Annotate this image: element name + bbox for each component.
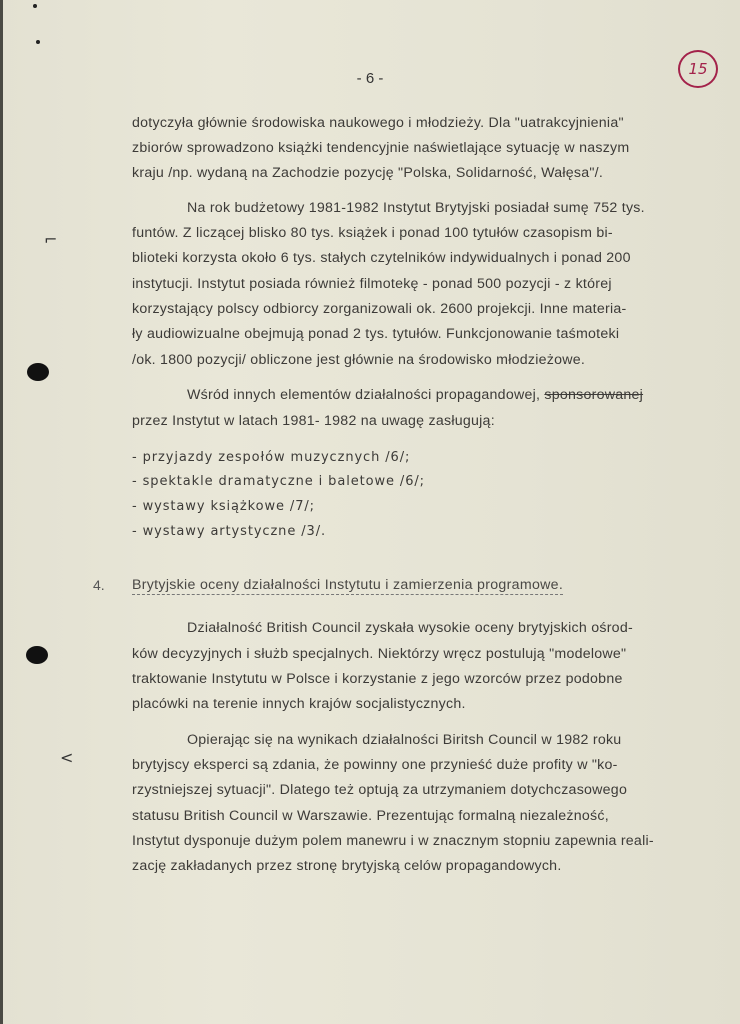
section-title: Brytyjskie oceny działalności Instytutu i zamierzenia programowe. — [132, 577, 564, 593]
text-line: Instytut dysponuje dużym polem manewru i w znacznym stopniu zapewnia reali- — [132, 833, 654, 849]
punch-hole — [27, 363, 49, 381]
text-segment: Wśród innych elementów działalności propagandowej, — [187, 387, 545, 403]
list-item: - wystawy artystyczne /3/. — [132, 524, 327, 539]
list-item: - przyjazdy zespołów muzycznych /6/; — [132, 450, 411, 465]
struck-text: sponsorowanej — [544, 387, 644, 403]
text-line: zbiorów sprowadzono książki tendencyjnie naświetlające sytuację w naszym — [132, 140, 630, 156]
text-line: kraju /np. wydaną na Zachodzie pozycję "Polska, Solidarność, Wałęsa"/. — [132, 165, 604, 181]
text-line: ków decyzyjnych i służb specjalnych. Niektórzy wręcz postulują "modelowe" — [132, 646, 627, 662]
archive-stamp-number: 15 — [688, 60, 708, 78]
text-line: brytyjscy eksperci są zdania, że powinny one przynieść duże profity w "ko- — [132, 757, 618, 773]
margin-speck — [36, 40, 40, 44]
text-line: dotyczyła głównie środowiska naukowego i młodzieży. Dla "uatrakcyjnienia" — [132, 115, 624, 131]
text-line: /ok. 1800 pozycji/ obliczone jest głównie na środowisko młodzieżowe. — [132, 352, 586, 368]
text-line — [187, 387, 643, 403]
page-number: - 6 - — [356, 70, 384, 87]
text-line: blioteki korzysta około 6 tys. stałych czytelników indywidualnych i ponad 200 — [132, 250, 631, 266]
text-line: statusu British Council w Warszawie. Prezentując formalną niezależność, — [132, 808, 609, 824]
text-line: placówki na terenie innych krajów socjalistycznych. — [132, 696, 466, 712]
text-line: Na rok budżetowy 1981-1982 Instytut Brytyjski posiadał sumę 752 tys. — [187, 200, 645, 216]
page-edge-shadow — [0, 0, 3, 1024]
text-line: rzystniejszej sytuacji". Dlatego też optują za utrzymaniem dotychczasowego — [132, 782, 628, 798]
text-line: przez Instytut w latach 1981- 1982 na uwagę zasługują: — [132, 413, 495, 429]
list-item: - spektakle dramatyczne i baletowe /6/; — [132, 474, 425, 489]
text-line: traktowanie Instytutu w Polsce i korzystanie z jego wzorców przez podobne — [132, 671, 623, 687]
text-line: Opierając się na wynikach działalności Biritsh Council w 1982 roku — [187, 732, 622, 748]
text-line: ły audiowizualne obejmują ponad 2 tys. tytułów. Funkcjonowanie taśmoteki — [132, 326, 620, 342]
margin-speck — [33, 4, 37, 8]
list-item: - wystawy książkowe /7/; — [132, 499, 315, 514]
text-line: zację zakładanych przez stronę brytyjską celów propagandowych. — [132, 858, 562, 874]
pencil-margin-mark: < — [60, 748, 74, 767]
pencil-check-mark: ⌐ — [44, 230, 58, 249]
archive-stamp — [678, 50, 718, 88]
punch-hole — [26, 646, 48, 664]
text-line: korzystający polscy odbiorcy zorganizowali ok. 2600 projekcji. Inne materia- — [132, 301, 627, 317]
text-line: funtów. Z liczącej blisko 80 tys. książek i ponad 100 tytułów czasopism bi- — [132, 225, 613, 241]
text-line: Działalność British Council zyskała wysokie oceny brytyjskich ośrod- — [187, 620, 633, 636]
section-number: 4. — [93, 577, 105, 593]
text-line: instytucji. Instytut posiada również filmotekę - ponad 500 pozycji - z której — [132, 276, 612, 292]
